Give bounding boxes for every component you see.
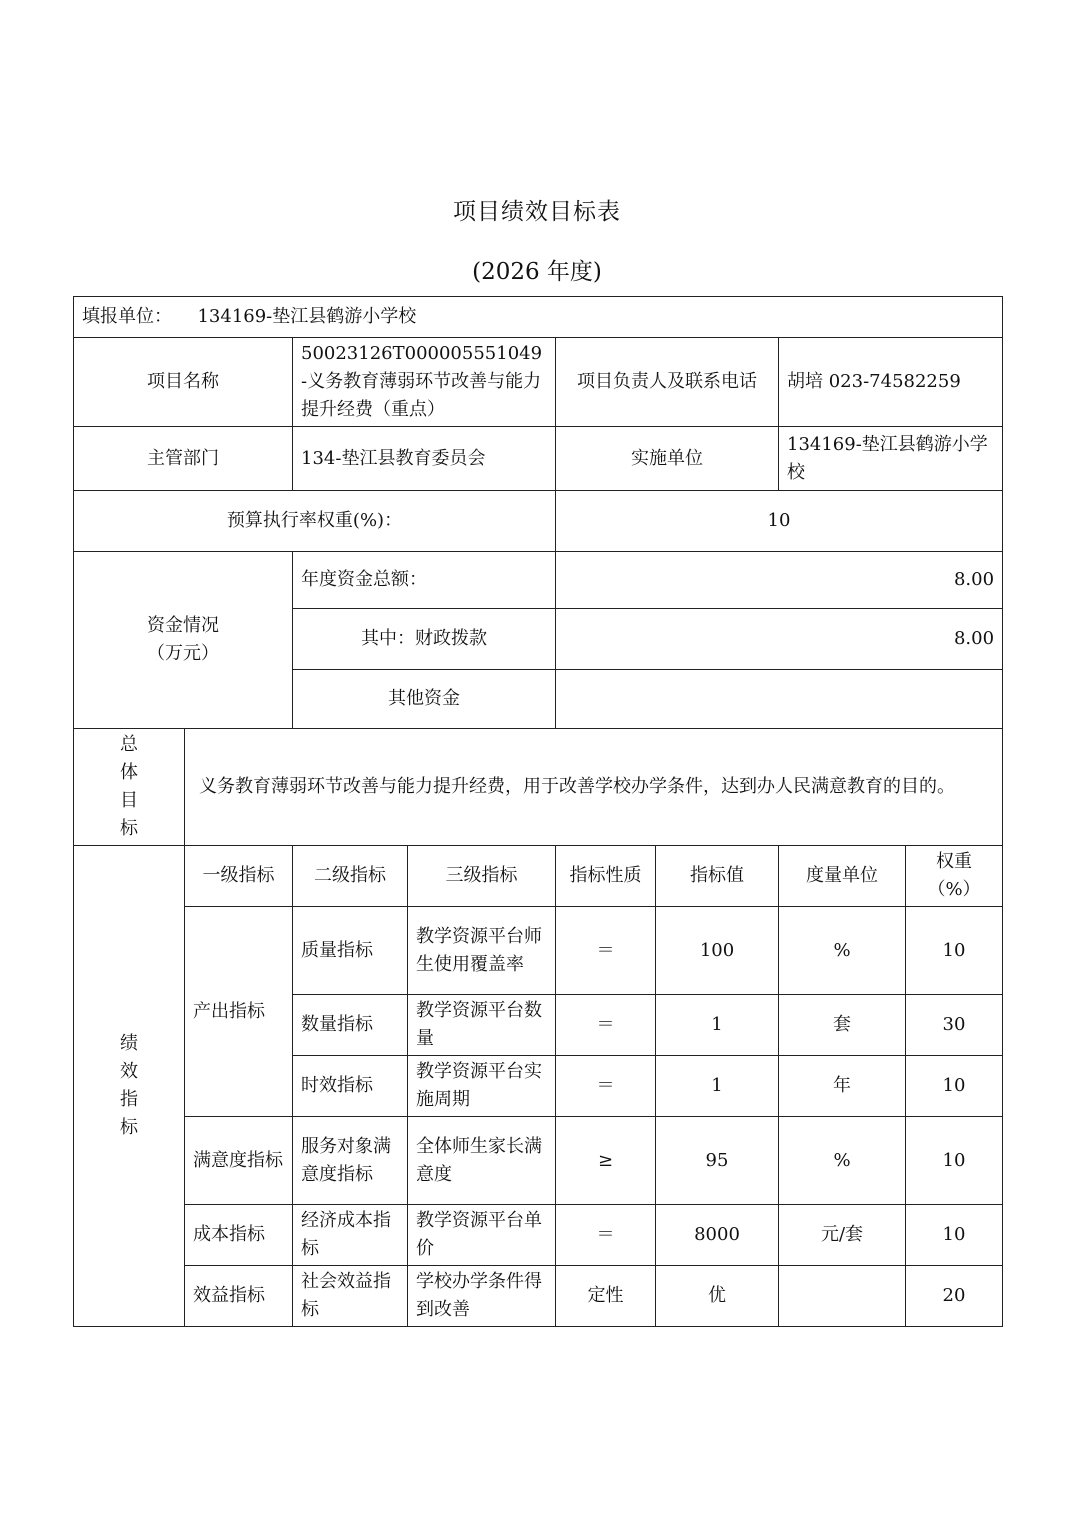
level3-cell: 教学资源平台数量 (408, 995, 556, 1056)
table-row (74, 907, 1003, 995)
overall-goal-label-char: 总 (120, 734, 138, 755)
unit-cell: 元/套 (779, 1205, 906, 1266)
group-output: 产出指标 (185, 907, 293, 1117)
indicators-label (74, 846, 185, 1327)
budget-rate-label: 预算执行率权重(%)： (74, 491, 556, 552)
funds-label-line2: （万元） (147, 643, 219, 664)
level2-cell: 质量指标 (293, 907, 408, 995)
overall-goal-label-char: 目 (120, 790, 138, 811)
fiscal-allocation-value: 8.00 (556, 609, 1003, 670)
supervising-dept-value: 134-垫江县教育委员会 (293, 427, 556, 491)
indicators-label-char: 效 (120, 1061, 138, 1082)
value-cell: 1 (656, 1056, 779, 1117)
weight-cell: 30 (906, 995, 1003, 1056)
indicators-label-char: 绩 (120, 1033, 138, 1054)
header-value: 指标值 (656, 846, 779, 907)
annual-total-value: 8.00 (556, 552, 1003, 609)
level3-cell: 全体师生家长满意度 (408, 1117, 556, 1205)
value-cell: 1 (656, 995, 779, 1056)
value-cell: 8000 (656, 1205, 779, 1266)
weight-cell: 10 (906, 1056, 1003, 1117)
group-cost: 成本指标 (185, 1205, 293, 1266)
header-level2: 二级指标 (293, 846, 408, 907)
funds-label-line1: 资金情况 (147, 615, 219, 636)
header-weight: 权重（%） (906, 846, 1003, 907)
other-funds-label: 其他资金 (293, 670, 556, 729)
nature-cell: ＝ (556, 1056, 656, 1117)
group-benefit: 效益指标 (185, 1266, 293, 1327)
table-row (74, 1205, 1003, 1266)
implementing-unit-value: 134169-垫江县鹤游小学校 (779, 427, 1003, 491)
project-contact-value: 胡培 023-74582259 (779, 338, 1003, 427)
indicators-label-char: 标 (120, 1117, 138, 1138)
unit-cell: % (779, 1117, 906, 1205)
other-funds-value (556, 670, 1003, 729)
funds-label (74, 552, 293, 729)
value-cell: 优 (656, 1266, 779, 1327)
supervising-dept-label: 主管部门 (74, 427, 293, 491)
overall-goal-label (74, 729, 185, 846)
level2-cell: 时效指标 (293, 1056, 408, 1117)
level2-cell: 社会效益指标 (293, 1266, 408, 1327)
nature-cell: ＝ (556, 907, 656, 995)
project-contact-label: 项目负责人及联系电话 (556, 338, 779, 427)
level3-cell: 教学资源平台单价 (408, 1205, 556, 1266)
reporting-unit-label: 填报单位： (82, 306, 172, 327)
annual-total-label: 年度资金总额： (293, 552, 556, 609)
unit-cell: % (779, 907, 906, 995)
weight-cell: 10 (906, 1205, 1003, 1266)
header-unit: 度量单位 (779, 846, 906, 907)
header-level1: 一级指标 (185, 846, 293, 907)
overall-goal-text: 义务教育薄弱环节改善与能力提升经费，用于改善学校办学条件，达到办人民满意教育的目的。 (185, 729, 1003, 846)
budget-rate-value: 10 (556, 491, 1003, 552)
weight-cell: 10 (906, 907, 1003, 995)
header-level3: 三级指标 (408, 846, 556, 907)
unit-cell: 套 (779, 995, 906, 1056)
level2-cell: 数量指标 (293, 995, 408, 1056)
unit-cell: 年 (779, 1056, 906, 1117)
unit-cell (779, 1266, 906, 1327)
value-cell: 95 (656, 1117, 779, 1205)
performance-target-table (73, 296, 1003, 1327)
level3-cell: 教学资源平台实施周期 (408, 1056, 556, 1117)
level3-cell: 学校办学条件得到改善 (408, 1266, 556, 1327)
group-satisfaction: 满意度指标 (185, 1117, 293, 1205)
weight-cell: 10 (906, 1117, 1003, 1205)
project-name-value: 50023126T000005551049-义务教育薄弱环节改善与能力提升经费（重点） (293, 338, 556, 427)
project-name-label: 项目名称 (74, 338, 293, 427)
implementing-unit-label: 实施单位 (556, 427, 779, 491)
page-subtitle-year: (2026 年度) (472, 259, 602, 285)
weight-cell: 20 (906, 1266, 1003, 1327)
nature-cell: ≥ (556, 1117, 656, 1205)
indicators-label-char: 指 (120, 1089, 138, 1110)
fiscal-allocation-label: 其中：财政拨款 (293, 609, 556, 670)
level3-cell: 教学资源平台师生使用覆盖率 (408, 907, 556, 995)
level2-cell: 经济成本指标 (293, 1205, 408, 1266)
table-row (74, 1266, 1003, 1327)
level2-cell: 服务对象满意度指标 (293, 1117, 408, 1205)
page-title: 项目绩效目标表 (453, 199, 621, 225)
nature-cell: ＝ (556, 1205, 656, 1266)
value-cell: 100 (656, 907, 779, 995)
reporting-unit-value: 134169-垫江县鹤游小学校 (197, 306, 417, 327)
overall-goal-label-char: 标 (120, 818, 138, 839)
table-row (74, 1117, 1003, 1205)
overall-goal-label-char: 体 (120, 762, 138, 783)
reporting-unit-row (74, 297, 1003, 338)
header-nature: 指标性质 (556, 846, 656, 907)
nature-cell: 定性 (556, 1266, 656, 1327)
nature-cell: ＝ (556, 995, 656, 1056)
